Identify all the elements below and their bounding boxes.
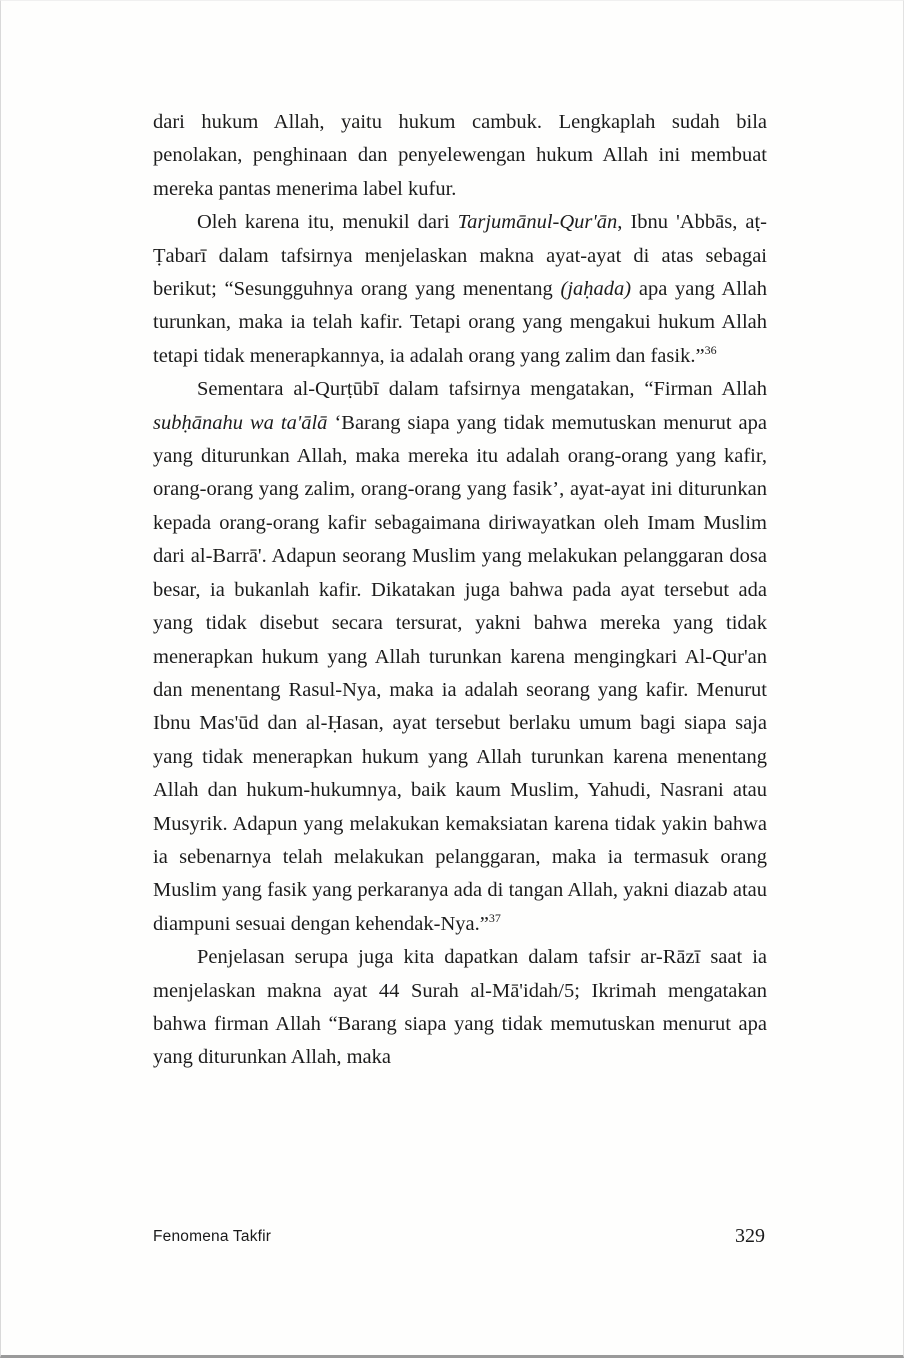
text-segment: Tarjumānul-Qur'ān <box>457 211 618 234</box>
paragraph <box>153 106 767 206</box>
text-block <box>153 106 767 1075</box>
paragraph <box>153 206 767 373</box>
text-segment: (jaḥada) <box>560 278 632 301</box>
text-segment: subḥānahu wa ta'ālā <box>153 411 328 434</box>
text-segment: , Ibnu 'Abbās, aṭ-Ṭabarī dalam tafsirnya menjelaskan makna ayat-ayat di atas sebagai berikut; “Sesungguhnya orang yang menentang <box>153 211 768 301</box>
text-segment: Sementara al-Qurṭūbī dalam tafsirnya mengatakan, “Firman Allah <box>197 378 767 401</box>
text-segment: apa yang Allah turunkan, maka ia telah kafir. Tetapi orang yang mengakui hukum Allah tetapi tidak menerapkannya, ia adalah orang yang zalim dan fasik.” <box>153 278 767 367</box>
page-footer <box>153 1225 765 1251</box>
paragraph <box>153 941 767 1075</box>
page-number: 329 <box>735 1225 765 1247</box>
text-segment: Oleh karena itu, menukil dari <box>197 211 458 234</box>
running-footer-book-title: Fenomena Takfir <box>153 1228 272 1245</box>
text-segment: Penjelasan serupa juga kita dapatkan dalam tafsir ar-Rāzī saat ia menjelaskan makna ayat 44 Surah al-Mā'idah/5; Ikrimah mengatakan bahwa firman Allah “Barang siapa yang tidak memutuskan menurut apa yang diturunkan Allah, maka <box>153 946 767 1069</box>
text-segment: ‘Barang siapa yang tidak memutuskan menurut apa yang diturunkan Allah, maka mereka itu adalah orang-orang yang kafir, orang-orang yang zalim, orang-orang yang fasik’, ayat-ayat ini diturunkan kepada orang-orang kafir sebagaimana diriwayatkan oleh Imam Muslim dari al-Barrā'. Adapun seorang Muslim yang melakukan pelanggaran dosa besar, ia bukanlah kafir. Dikatakan juga bahwa pada ayat tersebut ada yang tidak disebut secara tersurat, yakni bahwa mereka yang tidak menerapkan hukum yang Allah turunkan karena mengingkari Al-Qur'an dan menentang Rasul-Nya, maka ia adalah seorang yang kafir. Menurut Ibnu Mas'ūd dan al-Ḥasan, ayat tersebut berlaku umum bagi siapa saja yang tidak menerapkan hukum yang Allah turunkan karena menentang Allah dan hukum-hukumnya, baik kaum Muslim, Yahudi, Nasrani atau Musyrik. Adapun yang melakukan kemaksiatan karena tidak yakin bahwa ia sebenarnya telah melakukan pelanggaran, maka ia termasuk orang Muslim yang fasik yang perkaranya ada di tangan Allah, yakni diazab atau diampuni sesuai dengan kehendak-Nya.” <box>153 411 767 935</box>
footnote-ref: 36 <box>704 343 717 358</box>
paragraph <box>153 373 767 941</box>
text-segment: dari hukum Allah, yaitu hukum cambuk. Lengkaplah sudah bila penolakan, penghinaan dan penyelewengan hukum Allah ini membuat mereka pantas menerima label kufur. <box>153 111 767 200</box>
footnote-ref: 37 <box>488 910 501 925</box>
